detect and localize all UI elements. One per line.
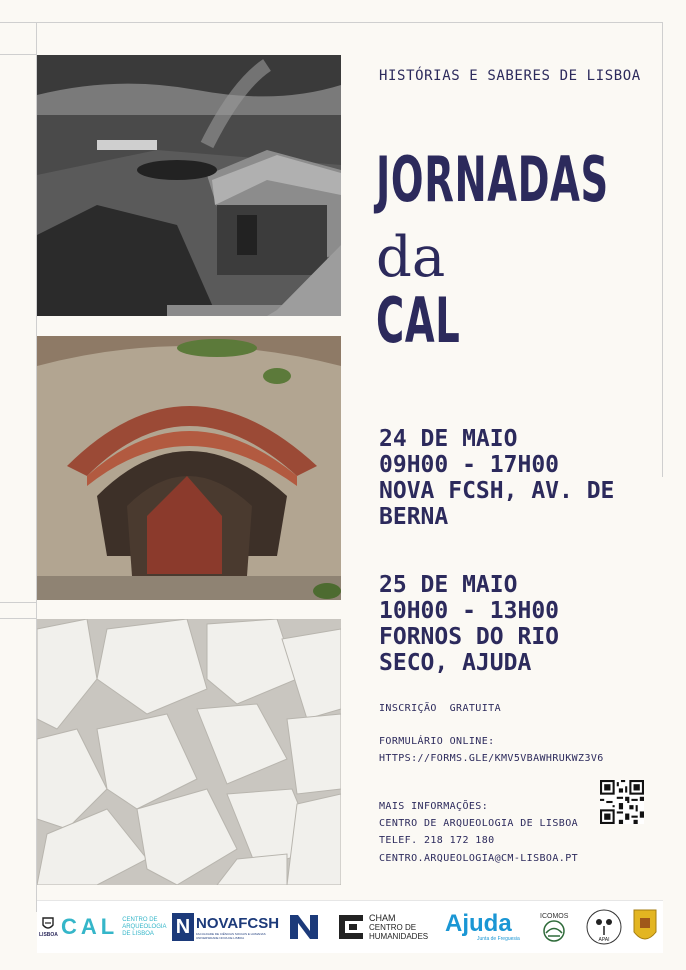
shield-crest-icon bbox=[632, 908, 658, 946]
frame-line-right bbox=[662, 22, 663, 477]
title-line-da: da bbox=[376, 225, 446, 290]
event-day-1 bbox=[379, 426, 614, 530]
logo-lisboa bbox=[39, 907, 58, 947]
frame-line-mid3 bbox=[0, 618, 37, 619]
event-time: 10H00 - 13H00 bbox=[379, 598, 560, 624]
form-label: FORMULÁRIO ONLINE: bbox=[379, 736, 495, 747]
registration-free: INSCRIÇÃO GRATUITA bbox=[379, 703, 501, 714]
icomos-emblem-icon bbox=[541, 920, 567, 942]
nova-n-icon: N bbox=[172, 913, 194, 941]
title-line-jornadas: JORNADAS bbox=[376, 143, 609, 216]
cal-caption-line: ARQUEOLOGIA bbox=[122, 923, 167, 930]
frame-line-mid2 bbox=[0, 602, 37, 603]
qr-code[interactable] bbox=[600, 780, 644, 824]
logo-cham bbox=[337, 907, 428, 947]
subtitle: HISTÓRIAS E SABERES DE LISBOA bbox=[379, 68, 641, 84]
event-place: FORNOS DO RIO bbox=[379, 624, 560, 650]
event-time: 09H00 - 17H00 bbox=[379, 452, 560, 478]
icomos-logo-title: ICOMOS bbox=[540, 912, 569, 920]
cal-logo-caption bbox=[122, 917, 166, 938]
logo-icomos bbox=[540, 907, 568, 947]
ajuda-logo-title: Ajuda bbox=[445, 910, 512, 937]
event-place: NOVA FCSH, AV. DE bbox=[379, 478, 615, 504]
event-day-2 bbox=[379, 572, 559, 676]
event-date: 25 DE MAIO bbox=[379, 572, 518, 598]
event-place: SECO, AJUDA bbox=[379, 650, 532, 676]
logo-cal bbox=[61, 907, 167, 947]
nova-logo-text bbox=[196, 915, 279, 940]
photo-kiln-arch-door bbox=[37, 336, 341, 600]
info-email[interactable]: CENTRO.ARQUEOLOGIA@CM-LISBOA.PT bbox=[379, 853, 579, 864]
cham-logo-title: CHAM bbox=[369, 912, 396, 923]
event-date: 24 DE MAIO bbox=[379, 426, 518, 452]
frame-line-top bbox=[0, 22, 663, 23]
logo-apai bbox=[585, 907, 623, 947]
cham-square-icon bbox=[337, 913, 365, 941]
nova-logo-title: NOVAFCSH bbox=[196, 914, 280, 932]
apai-emblem-icon bbox=[585, 908, 623, 946]
lisboa-logo-text: LISBOA bbox=[39, 932, 58, 938]
photo-historic-lime-kiln bbox=[37, 55, 341, 316]
info-label: MAIS INFORMAÇÕES: bbox=[379, 801, 489, 812]
info-organization: CENTRO DE ARQUEOLOGIA DE LISBOA bbox=[379, 818, 579, 829]
lisboa-emblem-icon bbox=[41, 916, 55, 932]
cham-logo-text bbox=[369, 914, 428, 941]
ajuda-logo-subtitle: Junta de Freguesia bbox=[477, 936, 520, 942]
form-link[interactable]: HTTPS://FORMS.GLE/KMV5VBAWHRUKWZ3V6 bbox=[379, 753, 604, 764]
logo-nova-symbol bbox=[288, 907, 320, 947]
photo-lime-stones bbox=[37, 619, 341, 885]
logo-nova-fcsh bbox=[172, 907, 279, 947]
nova-logo-subtitle: FACULDADE DE CIÊNCIAS SOCIAIS E HUMANAS bbox=[196, 931, 266, 936]
cham-logo-subtitle: HUMANIDADES bbox=[369, 931, 429, 941]
cal-caption-line: CENTRO DE bbox=[122, 916, 158, 923]
cham-logo-subtitle: CENTRO DE bbox=[369, 922, 417, 932]
frame-line-mid1 bbox=[0, 54, 37, 55]
event-place: BERNA bbox=[379, 504, 449, 530]
logo-shield bbox=[632, 907, 658, 947]
cal-caption-line: DE LISBOA bbox=[122, 930, 154, 937]
cal-logo-mark: CAL bbox=[61, 914, 119, 939]
nova-logo-subtitle: UNIVERSIDADE NOVA DE LISBOA bbox=[196, 935, 245, 940]
apai-logo-text: APAI bbox=[598, 937, 610, 943]
logo-ajuda bbox=[445, 907, 520, 947]
nova-symbol-icon bbox=[288, 911, 320, 943]
partner-logos-bar bbox=[37, 900, 663, 953]
title-line-cal: CAL bbox=[376, 284, 461, 357]
info-phone: TELEF. 218 172 180 bbox=[379, 835, 495, 846]
